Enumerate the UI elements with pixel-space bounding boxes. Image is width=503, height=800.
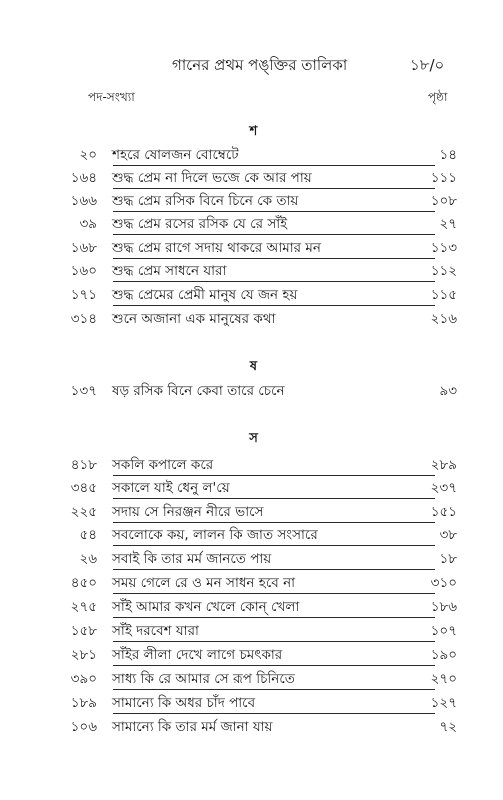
row-divider — [113, 498, 435, 499]
row-divider — [113, 665, 435, 666]
first-line: সাধ্য কি রে আমার সে রূপ চিনিতে — [112, 671, 295, 687]
column-headings — [0, 89, 503, 109]
first-line: ষড় রসিক বিনে কেবা তারে চেনে — [112, 383, 285, 399]
page-ref: ১০৭ — [430, 623, 457, 639]
row-divider — [113, 475, 435, 476]
page-ref: ১৯০ — [430, 647, 457, 663]
first-line: সামান্যে কি অধর চাঁদ পাবে — [112, 695, 256, 711]
list-item — [0, 454, 503, 476]
list-item — [0, 380, 503, 402]
first-line: সামান্যে কি তার মর্ম জানা যায় — [112, 719, 273, 735]
row-divider — [113, 545, 435, 546]
row-divider — [113, 617, 435, 618]
page-ref: ১৮ — [439, 551, 457, 567]
list-item — [0, 308, 503, 330]
first-line: সকালে যাই ধেনু ল'য়ে — [112, 480, 230, 496]
list-item — [0, 572, 503, 594]
list-item — [0, 284, 503, 306]
row-divider — [113, 689, 435, 690]
page-ref: ৩১০ — [430, 575, 457, 591]
song-number: ১৬৮ — [70, 240, 97, 256]
song-number: ১৬০ — [70, 263, 97, 279]
page-ref: ৯৩ — [439, 383, 457, 399]
list-item — [0, 190, 503, 212]
row-divider — [113, 211, 435, 212]
page-ref: ১৮৬ — [430, 599, 457, 615]
list-item — [0, 548, 503, 570]
song-number: ২৮১ — [70, 647, 97, 663]
first-line: শুদ্ধ প্রেমের প্রেমী মানুষ যে জন হয় — [112, 287, 298, 303]
page-ref: ১১১ — [430, 170, 457, 186]
song-number: ৫৪ — [79, 527, 97, 543]
page-ref: ৭২ — [439, 719, 457, 735]
list-item — [0, 668, 503, 690]
list-item — [0, 237, 503, 259]
column-heading-song-number: পদ-সংখ্যা — [88, 90, 135, 104]
first-line: সদায় সে নিরঞ্জন নীরে ভাসে — [112, 504, 264, 520]
first-line: সাঁই আমার কখন খেলে কোন্‌ খেলা — [112, 599, 300, 615]
song-number: ১৬৪ — [70, 170, 97, 186]
row-divider — [113, 593, 435, 594]
row-divider — [113, 234, 435, 235]
first-line: শুদ্ধ প্রেম না দিলে ভজে কে আর পায় — [112, 170, 312, 186]
page-ref: ১১৫ — [430, 287, 457, 303]
song-number: ২৭৫ — [70, 599, 97, 615]
list-item — [0, 620, 503, 642]
first-line: শুদ্ধ প্রেম রসিক বিনে চিনে কে তায় — [112, 193, 299, 209]
song-number: ৩৪৫ — [70, 480, 97, 496]
list-item — [0, 524, 503, 546]
page-ref: ২৮৯ — [430, 457, 457, 473]
song-number: ১৩৭ — [70, 383, 97, 399]
page-title: গানের প্রথম পঙ্‌ক্তির তালিকা — [172, 56, 348, 74]
page-ref: ১১৩ — [430, 240, 457, 256]
row-divider — [113, 258, 435, 259]
list-item — [0, 716, 503, 738]
column-heading-page: পৃষ্ঠা — [428, 90, 448, 104]
row-divider — [113, 281, 435, 282]
song-number: ১০৬ — [70, 719, 97, 735]
row-divider — [113, 188, 435, 189]
page-ref: ৩৮ — [439, 527, 457, 543]
page-header — [0, 54, 503, 78]
page-ref: ২৭ — [439, 216, 457, 232]
song-number: ২০ — [79, 147, 97, 163]
song-number: ১৮৯ — [70, 695, 97, 711]
list-item — [0, 167, 503, 189]
first-line: শুদ্ধ প্রেম সাধনে যারা — [112, 263, 227, 279]
first-line: শহরে ষোলজন বোম্বেটে — [112, 147, 239, 163]
song-number: ১৫৮ — [70, 623, 97, 639]
song-number: ১৬৬ — [70, 193, 97, 209]
song-number: ৪৫০ — [70, 575, 97, 591]
first-line: সবলোকে কয়, লালন কি জাত সংসারে — [112, 527, 318, 543]
page-ref: ২৭০ — [430, 671, 457, 687]
first-line: সকলি কপালে করে — [112, 457, 214, 473]
list-item — [0, 644, 503, 666]
list-item — [0, 596, 503, 618]
first-line: শুদ্ধ প্রেম রসের রসিক যে রে সাঁই — [112, 216, 288, 232]
row-divider — [113, 165, 435, 166]
first-line: সবাই কি তার মর্ম জানতে পায় — [112, 551, 272, 567]
row-divider — [113, 522, 435, 523]
first-line: সময় গেলে রে ও মন সাধন হবে না — [112, 575, 296, 591]
list-item — [0, 144, 503, 166]
row-divider — [113, 569, 435, 570]
row-divider — [113, 305, 435, 306]
song-number: ২৬ — [79, 551, 97, 567]
section-letter: স — [249, 431, 258, 446]
song-number: ৩৯ — [79, 216, 97, 232]
row-divider — [113, 713, 435, 714]
page-ref: ১৪ — [439, 147, 457, 163]
first-line: সাঁই দরবেশ যারা — [112, 623, 199, 639]
first-line: শুনে অজানা এক মানুষের কথা — [112, 311, 276, 327]
page-ref: ১৫১ — [430, 504, 457, 520]
section-letter: শ — [249, 124, 258, 139]
list-item — [0, 501, 503, 523]
list-item — [0, 692, 503, 714]
list-item — [0, 477, 503, 499]
page-ref: ১২৭ — [430, 695, 457, 711]
page-ref: ২১৬ — [430, 311, 457, 327]
song-number: ৩৯০ — [70, 671, 97, 687]
list-item — [0, 260, 503, 282]
first-line: সাঁইর লীলা দেখে লাগে চমৎকার — [112, 647, 283, 663]
page-ref: ১০৮ — [430, 193, 457, 209]
page-number: ১৮/০ — [410, 56, 445, 74]
row-divider — [113, 641, 435, 642]
song-number: ২২৫ — [70, 504, 97, 520]
song-number: ৪১৮ — [70, 457, 97, 473]
song-number: ৩১৪ — [70, 311, 97, 327]
first-line: শুদ্ধ প্রেম রাগে সদায় থাকরে আমার মন — [112, 240, 321, 256]
page-ref: ১১২ — [430, 263, 457, 279]
page-ref: ২৩৭ — [430, 480, 457, 496]
list-item — [0, 213, 503, 235]
song-number: ১৭১ — [70, 287, 97, 303]
section-letter: ষ — [249, 359, 258, 374]
